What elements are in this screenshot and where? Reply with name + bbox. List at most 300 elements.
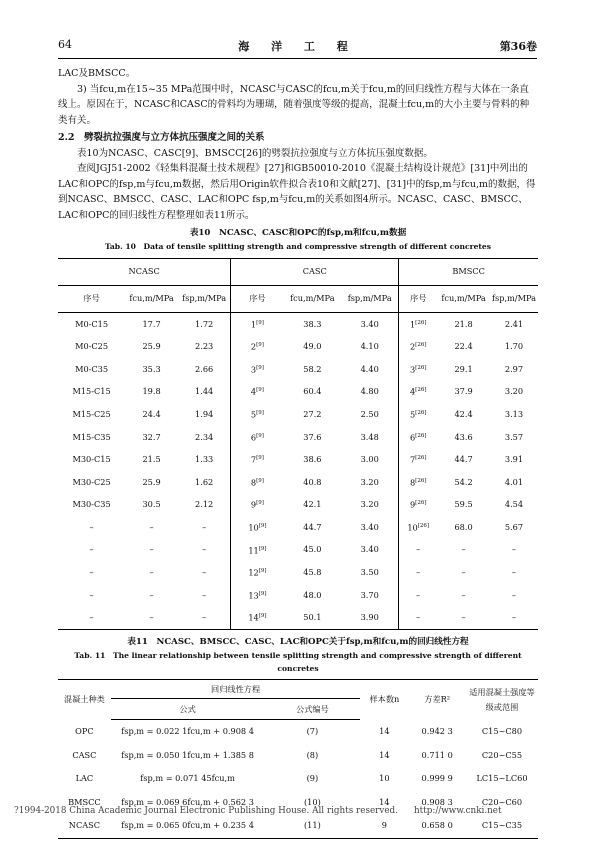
table-row: [58, 449, 538, 472]
cell-value: 40.8: [303, 476, 322, 487]
cell-value: –: [416, 544, 421, 555]
header-r2: 方差R²: [408, 680, 466, 720]
table-row: [58, 562, 538, 585]
cell-value: 12: [248, 567, 259, 578]
table-cell: [178, 562, 231, 585]
table-cell: BMSCC: [68, 796, 101, 807]
table-cell: [437, 381, 490, 404]
citation-ref: [26]: [415, 477, 427, 484]
cell-value: 1.72: [195, 318, 214, 329]
table-row: [58, 336, 538, 359]
citation-ref: [26]: [415, 319, 427, 326]
table-cell: [231, 516, 284, 539]
header-rule: [58, 58, 537, 59]
sub-header: fsp,m/MPa: [178, 286, 231, 313]
table-row: [58, 494, 538, 517]
cell-value: 44.7: [303, 521, 322, 532]
cell-value: 8: [409, 477, 416, 488]
cell-value: 3.20: [360, 499, 379, 510]
cell-value: –: [511, 567, 517, 578]
table-row: [58, 381, 538, 404]
table-cell: fsp,m = 0.069 6fcu,m + 0.562 3: [121, 796, 254, 807]
table-cell: [178, 607, 231, 630]
cell-value: M0-C35: [75, 363, 109, 374]
cell-value: 5: [409, 409, 416, 420]
table-cell: [341, 358, 399, 381]
table-cell: [437, 336, 490, 359]
cell-value: 59.5: [454, 499, 473, 510]
table-cell: [284, 313, 342, 336]
table-cell: [58, 313, 125, 336]
cell-value: 3.00: [360, 454, 379, 465]
cell-value: –: [149, 567, 154, 578]
table-cell: [178, 381, 231, 404]
cell-value: 3.13: [504, 408, 524, 419]
cell-value: 60.4: [303, 386, 322, 397]
cell-value: M15-C35: [72, 431, 111, 442]
cell-value: 3.20: [360, 476, 379, 487]
cell-value: 13: [248, 590, 259, 601]
header-equation-group: 回归线性方程: [111, 680, 361, 699]
cell-value: 3.57: [504, 431, 524, 442]
cell-value: 10: [248, 522, 259, 533]
cell-value: 19.8: [142, 386, 161, 397]
citation-ref: [9]: [256, 455, 264, 462]
table-cell: [125, 562, 178, 585]
caption-en: Tab. 11 The linear relationship between tensile splitting strength and compressive strength of different concretes: [74, 651, 522, 674]
table-cell: [125, 336, 178, 359]
cell-value: 54.2: [454, 476, 473, 487]
table-cell: [58, 403, 125, 426]
section-heading: 2.2 劈裂抗拉强度与立方体抗压强度之间的关系: [58, 132, 265, 143]
cell-value: –: [89, 567, 94, 578]
table-cell: (11): [264, 814, 360, 838]
table-cell: [284, 381, 342, 404]
table-cell: [437, 607, 490, 630]
cell-value: 3.48: [360, 431, 379, 442]
cell-value: 2.12: [195, 499, 214, 510]
cell-value: 32.7: [142, 431, 161, 442]
sub-header: 序号: [231, 286, 284, 313]
table-cell: [437, 471, 490, 494]
cell-value: –: [149, 589, 154, 600]
table-cell: [490, 539, 538, 562]
table-cell: [341, 562, 399, 585]
cell-value: –: [511, 589, 517, 600]
table-cell: (8): [306, 749, 319, 760]
citation-ref: [9]: [258, 523, 267, 530]
cell-value: 35.3: [142, 363, 161, 374]
table-cell: 0.942 3: [421, 726, 453, 737]
table-cell: [125, 494, 178, 517]
table-cell: [125, 607, 178, 630]
cell-value: 42.1: [303, 499, 322, 510]
cell-value: M0-C15: [75, 318, 109, 329]
citation-ref: [9]: [256, 364, 264, 371]
sub-header: 序号: [399, 286, 437, 313]
table-cell: [490, 336, 538, 359]
table-cell: fsp,m = 0.065 0fcu,m + 0.235 4: [111, 814, 265, 838]
table-cell: 9: [360, 814, 408, 838]
table-row: [58, 471, 538, 494]
cell-value: 3.91: [504, 454, 524, 465]
citation-ref: [9]: [256, 410, 264, 417]
sub-header: 序号: [58, 286, 125, 313]
table-cell: [178, 403, 231, 426]
cell-value: –: [149, 521, 154, 532]
table-cell: [341, 584, 399, 607]
table-cell: [341, 403, 399, 426]
table-cell: 0.711 0: [421, 749, 453, 760]
header-n: 样本数n: [360, 680, 408, 720]
table-cell: [58, 381, 125, 404]
header-formula: 公式: [111, 699, 265, 720]
table-cell: [231, 449, 284, 472]
table-cell: CASC: [72, 749, 97, 760]
cell-value: –: [202, 612, 207, 623]
table-cell: [490, 426, 538, 449]
citation-ref: [9]: [256, 319, 264, 326]
table-cell: [178, 539, 231, 562]
table-cell: [490, 607, 538, 630]
cell-value: 30.5: [142, 499, 161, 510]
table-cell: [341, 539, 399, 562]
table-cell: 14: [379, 749, 390, 760]
table-cell: [490, 516, 538, 539]
cell-value: 25.9: [142, 341, 161, 352]
cell-value: 45.0: [303, 544, 322, 555]
table-row: [58, 358, 538, 381]
table-cell: [399, 562, 437, 585]
table-cell: [341, 607, 399, 630]
cell-value: 4: [409, 387, 416, 398]
table-cell: [58, 539, 125, 562]
table-cell: [125, 471, 178, 494]
table-cell: [341, 381, 399, 404]
cell-value: 1.94: [195, 408, 214, 419]
table-cell: [178, 471, 231, 494]
table-cell: [284, 336, 342, 359]
table-cell: [231, 607, 284, 630]
cell-value: 50.1: [303, 612, 322, 623]
article-body: [58, 66, 538, 839]
sub-header: fcu,m/MPa: [437, 286, 490, 313]
table-cell: fsp,m = 0.022 1fcu,m + 0.908 4: [121, 726, 254, 737]
sub-header: fsp,m/MPa: [490, 286, 538, 313]
table-cell: [341, 449, 399, 472]
cell-value: 1.62: [195, 476, 214, 487]
cell-value: 37.9: [454, 386, 473, 397]
cell-value: 37.6: [303, 431, 322, 442]
table-cell: [178, 313, 231, 336]
table-cell: [284, 426, 342, 449]
citation-ref: [26]: [415, 387, 427, 394]
cell-value: 24.4: [142, 408, 161, 419]
table-cell: [399, 471, 437, 494]
table-cell: 0.908 3: [421, 796, 453, 807]
cell-value: 3.40: [360, 521, 379, 532]
table-cell: LC15~LC60: [476, 773, 528, 784]
cell-value: –: [416, 567, 421, 578]
cell-value: 4.54: [504, 499, 524, 510]
table-cell: [399, 607, 437, 630]
cell-value: 10: [407, 522, 418, 533]
cell-value: 27.2: [303, 408, 322, 419]
table-cell: [125, 449, 178, 472]
journal-title: 海 洋 工 程: [238, 40, 357, 53]
cell-value: 2.23: [195, 341, 214, 352]
table-cell: [284, 358, 342, 381]
table-cell: [178, 516, 231, 539]
table-cell: [490, 403, 538, 426]
copyright: ?1994-2018 China Academic Journal Electronic Publishing House. All rights reserved.: [14, 806, 398, 816]
group-header: CASC: [231, 259, 399, 286]
cell-value: 3.90: [360, 612, 379, 623]
table-cell: [490, 562, 538, 585]
citation-ref: [26]: [417, 523, 430, 530]
cell-value: 68.0: [454, 521, 473, 532]
cell-value: 3.50: [360, 567, 379, 578]
cell-value: 7: [250, 454, 257, 465]
table-cell: C15~C35: [466, 814, 538, 838]
group-header: BMSCC: [399, 259, 538, 286]
table-cell: [437, 426, 490, 449]
cell-value: 4.40: [360, 363, 379, 374]
cell-value: 21.8: [454, 318, 473, 329]
table-cell: [490, 358, 538, 381]
footer-url: http://www.cnki.net: [414, 806, 502, 816]
paragraph: LAC及BMSCC。: [58, 68, 136, 79]
citation-ref: [9]: [256, 432, 264, 439]
table-cell: [490, 449, 538, 472]
cell-value: 29.1: [454, 363, 473, 374]
cell-value: 9: [250, 500, 257, 511]
table-cell: [399, 313, 437, 336]
table11-caption: [58, 636, 538, 675]
cell-value: 2: [250, 342, 257, 352]
cell-value: 49.0: [303, 341, 322, 352]
table-cell: [490, 494, 538, 517]
cell-value: –: [89, 612, 94, 623]
cell-value: 1.44: [195, 386, 214, 397]
citation-ref: [26]: [415, 342, 427, 349]
table-cell: (9): [306, 773, 319, 784]
table-cell: [399, 426, 437, 449]
table-cell: [125, 381, 178, 404]
cell-value: 2.34: [195, 431, 214, 442]
table-cell: OPC: [75, 726, 94, 737]
cell-value: –: [416, 612, 421, 623]
cell-value: M30-C15: [72, 454, 111, 465]
page-number: 64: [58, 38, 72, 51]
citation-ref: [9]: [258, 568, 267, 575]
table-cell: [178, 358, 231, 381]
table-cell: [437, 516, 490, 539]
table-cell: (7): [306, 726, 319, 737]
cell-value: 5: [250, 409, 257, 420]
table-row: [58, 720, 538, 744]
table-cell: [178, 584, 231, 607]
cell-value: 22.4: [454, 341, 473, 352]
table-cell: [58, 494, 125, 517]
table-row: [58, 516, 538, 539]
table-cell: [58, 607, 125, 630]
cell-value: 38.6: [303, 454, 322, 465]
cell-value: 7: [409, 454, 416, 465]
cell-value: 38.3: [303, 318, 322, 329]
cell-value: –: [89, 544, 94, 555]
citation-ref: [9]: [256, 477, 264, 484]
cell-value: 21.5: [142, 454, 161, 465]
cell-value: –: [202, 567, 207, 578]
table-cell: [490, 313, 538, 336]
table-cell: fsp,m = 0.050 1fcu,m + 1.385 8: [121, 749, 254, 760]
table-cell: [399, 358, 437, 381]
cell-value: 4: [250, 387, 257, 398]
table-cell: [125, 403, 178, 426]
table-cell: [178, 426, 231, 449]
group-header: NCASC: [58, 259, 231, 286]
table-cell: C20~C55: [481, 749, 523, 760]
citation-ref: [9]: [258, 613, 267, 620]
table-cell: [125, 426, 178, 449]
table-cell: [399, 494, 437, 517]
cell-value: 3: [409, 364, 416, 375]
citation-ref: [9]: [258, 590, 267, 597]
cell-value: 3.20: [504, 386, 524, 397]
cell-value: –: [461, 612, 466, 623]
header-range: 适用混凝土强度等级或范围: [466, 680, 538, 720]
cell-value: M15-C25: [72, 408, 111, 419]
table-cell: [58, 426, 125, 449]
volume-label: 第36卷: [499, 40, 537, 53]
cell-value: M30-C25: [72, 476, 111, 487]
table-cell: [284, 403, 342, 426]
table-cell: [284, 471, 342, 494]
citation-ref: [26]: [415, 432, 427, 439]
table-cell: [231, 336, 284, 359]
table-cell: [178, 449, 231, 472]
caption-cn: 表10 NCASC、CASC和OPC的fsp,m和fcu,m数据: [189, 228, 407, 238]
table-cell: [490, 471, 538, 494]
cell-value: –: [461, 589, 466, 600]
cell-value: –: [511, 544, 517, 555]
table-cell: [399, 381, 437, 404]
citation-ref: [9]: [256, 387, 264, 394]
caption-cn: 表11 NCASC、BMSCC、CASC、LAC和OPC关于fsp,m和fcu,m的回归线性方程: [127, 637, 469, 648]
cell-value: –: [461, 544, 466, 555]
paragraph: 查阅JGJ51-2002《轻集料混凝土技术规程》[27]和GB50010-2010《混凝土结构设计规范》[31]中列出的LAC和OPC的fsp,m与fcu,m数据，然后用Origin软件拟合表10和文献[27]、[31]中的fsp,m与fcu,m的数据，得到NCASC、BMSCC、CASC、LAC和OPC fsp,m与fcu,m的关系如图4所示。NCASC、CASC、BMSCC、LAC和OPC的回归线性方程整理如表11所示。: [58, 163, 536, 221]
table-cell: [341, 494, 399, 517]
table-cell: [437, 562, 490, 585]
table-cell: [284, 562, 342, 585]
sub-header: fcu,m/MPa: [284, 286, 342, 313]
table-cell: [399, 584, 437, 607]
table-cell: [231, 358, 284, 381]
table-row: [58, 767, 538, 791]
table-cell: [490, 584, 538, 607]
cell-value: 58.2: [303, 363, 322, 374]
cell-value: –: [416, 589, 421, 600]
cell-value: 6: [409, 432, 416, 443]
table-cell: [58, 584, 125, 607]
table-cell: [437, 403, 490, 426]
cell-value: 2: [409, 342, 416, 352]
cell-value: 3: [250, 364, 257, 375]
table-cell: [58, 336, 125, 359]
cell-value: –: [89, 589, 94, 600]
table-cell: [437, 358, 490, 381]
cell-value: –: [149, 612, 154, 623]
table-cell: C15~C80: [481, 726, 523, 737]
table-cell: [58, 471, 125, 494]
cell-value: 2.41: [504, 318, 524, 329]
table-cell: [231, 313, 284, 336]
cell-value: 25.9: [142, 476, 161, 487]
table-cell: [178, 336, 231, 359]
citation-ref: [9]: [258, 545, 267, 552]
table-cell: [231, 471, 284, 494]
table-cell: [437, 584, 490, 607]
table10-caption: [58, 227, 538, 253]
table-cell: [125, 539, 178, 562]
table-cell: [231, 562, 284, 585]
table-row: [58, 584, 538, 607]
cell-value: –: [202, 589, 207, 600]
cell-value: 43.6: [454, 431, 473, 442]
table10: [58, 258, 538, 630]
table-cell: C20~C60: [481, 796, 523, 807]
cell-value: 2.66: [195, 363, 214, 374]
table-row: [58, 814, 538, 838]
cell-value: 6: [250, 432, 257, 443]
table-cell: [399, 336, 437, 359]
table-row: [58, 607, 538, 630]
header-eq-no: 公式编号: [264, 699, 360, 720]
paragraph: 表10为NCASC、CASC[9]、BMSCC[26]的劈裂抗拉强度与立方体抗压强度数据。: [77, 147, 433, 159]
cell-value: M30-C35: [72, 499, 111, 510]
cell-value: 4.01: [504, 476, 524, 487]
cell-value: 4.80: [360, 386, 379, 397]
table-cell: [284, 539, 342, 562]
table-cell: [231, 403, 284, 426]
table-cell: [58, 562, 125, 585]
table-cell: 14: [379, 726, 390, 737]
cell-value: 5.67: [504, 521, 524, 532]
table-cell: [231, 381, 284, 404]
table-cell: [341, 471, 399, 494]
table-cell: [437, 313, 490, 336]
paragraph: 3) 当fcu,m在15~35 MPa范围中时，NCASC与CASC的fcu,m关于fcu,m的回归线性方程与大体在一条直线上。原因在于，NCASC和CASC的骨料均为珊瑚，随着强度等级的提高，混凝土fcu,m的大小主要与骨料的种类有关。: [58, 83, 530, 126]
table-cell: (10): [303, 796, 321, 807]
table-cell: [437, 539, 490, 562]
cell-value: 45.8: [303, 567, 322, 578]
table-cell: [437, 449, 490, 472]
cell-value: M15-C15: [72, 386, 111, 397]
table-cell: fsp,m = 0.071 45fcu,m: [140, 773, 235, 784]
table-cell: [437, 494, 490, 517]
cell-value: 2.50: [360, 408, 379, 419]
table-cell: [490, 381, 538, 404]
caption-en: Tab. 10 Data of tensile splitting strength and compressive strength of different concretes: [104, 242, 492, 251]
table-cell: 10: [379, 773, 390, 784]
table-cell: [399, 403, 437, 426]
cell-value: –: [149, 544, 154, 555]
table-cell: 0.658 0: [408, 814, 466, 838]
page-header: [58, 38, 537, 54]
cell-value: 2.97: [504, 363, 524, 374]
table-cell: 0.999 9: [421, 773, 453, 784]
